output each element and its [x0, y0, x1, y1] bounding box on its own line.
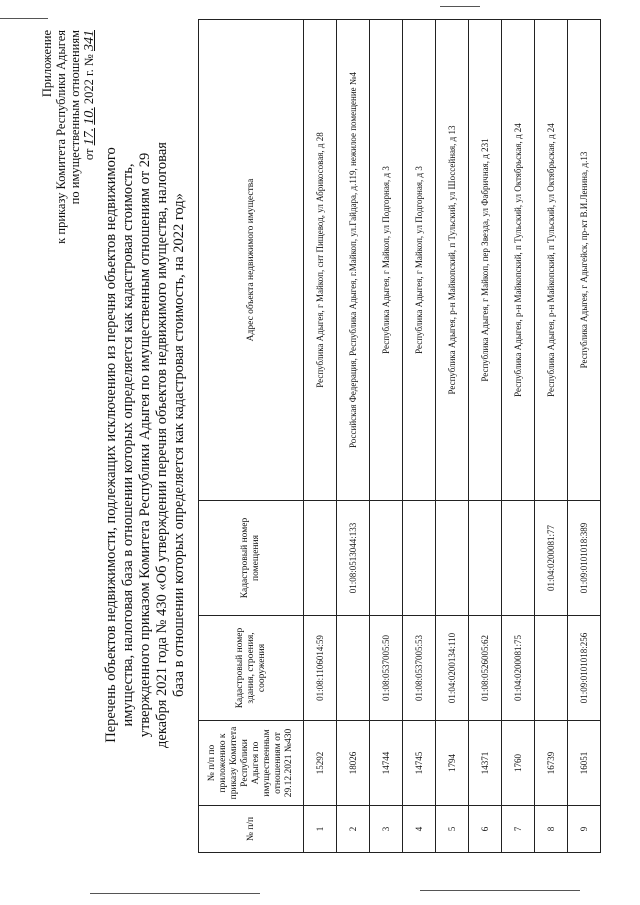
table-row	[436, 20, 469, 853]
cell-ref: 1794	[436, 721, 469, 806]
cell-building	[535, 616, 568, 721]
cell-building: 01:08:0537005:50	[370, 616, 403, 721]
table-row	[469, 20, 502, 853]
cell-address: Республика Адыгея, г Майкоп, снт Пищевод, ул Абрикосовая, д 28	[304, 20, 337, 501]
cell-num: 3	[370, 806, 403, 853]
appendix-date-line: от 17. 10. 2022 г. № 341	[82, 30, 97, 161]
cell-building: 01:09:0101018:256	[568, 616, 601, 721]
col-header-building: Кадастровый номер здания, строения, сооружения	[199, 616, 304, 721]
cell-address: Республика Адыгея, р-н Майкопский, п Тульский, ул Шоссейная, д 13	[436, 20, 469, 501]
cell-num: 6	[469, 806, 502, 853]
appendix-order-ref: к приказу Комитета Республики Адыгея	[54, 30, 68, 244]
handwritten-month: 10.	[82, 107, 97, 125]
cell-premise	[502, 501, 535, 616]
cell-premise: 01:04:0200081:77	[535, 501, 568, 616]
cell-ref: 16739	[535, 721, 568, 806]
cell-ref: 1760	[502, 721, 535, 806]
cell-num: 9	[568, 806, 601, 853]
cell-num: 5	[436, 806, 469, 853]
cell-building: 01:08:0526005:62	[469, 616, 502, 721]
col-header-ref: № п/п по приложению к приказу Комитета Республики Адыгея по имущественным отношениям от 29.12.2021 №430	[199, 721, 304, 806]
table-row	[370, 20, 403, 853]
cell-address: Республика Адыгея, г Майкоп, ул Подгорная, д 3	[403, 20, 436, 501]
cell-address: Республика Адыгея, г Майкоп, ул Подгорная, д 3	[370, 20, 403, 501]
cell-ref: 14745	[403, 721, 436, 806]
cell-premise	[436, 501, 469, 616]
date-year: 2022 г.	[82, 69, 96, 105]
handwritten-day: 17.	[82, 127, 97, 146]
table-row	[304, 20, 337, 853]
cell-premise: 01:09:0101018:389	[568, 501, 601, 616]
cell-ref: 16051	[568, 721, 601, 806]
handwritten-order-number: 341	[82, 30, 97, 51]
cell-premise	[370, 501, 403, 616]
cell-num: 1	[304, 806, 337, 853]
cell-building: 01:08:0537005:53	[403, 616, 436, 721]
cell-num: 4	[403, 806, 436, 853]
cell-ref: 15292	[304, 721, 337, 806]
objects-table	[198, 19, 601, 853]
cell-address: Республика Адыгея, г Майкоп, пер Звезда, ул Фабричная, д 231	[469, 20, 502, 501]
cell-address: Республика Адыгея, р-н Майкопский, п Тульский, ул Октябрьская, д 24	[502, 20, 535, 501]
cell-num: 2	[337, 806, 370, 853]
col-header-premise: Кадастровый номер помещения	[199, 501, 304, 616]
cell-address: Республика Адыгея, р-н Майкопский, п Тульский, ул Октябрьская, д 24	[535, 20, 568, 501]
cell-building: 01:04:0200134:110	[436, 616, 469, 721]
cell-num: 8	[535, 806, 568, 853]
cell-num: 7	[502, 806, 535, 853]
table-row	[403, 20, 436, 853]
objects-table-wrap	[198, 19, 601, 853]
cell-premise	[469, 501, 502, 616]
cell-address: Республика Адыгея, г Адыгейск, пр-кт В.И.Ленина, д.13	[568, 20, 601, 501]
appendix-label: Приложение	[40, 30, 54, 98]
cell-premise	[304, 501, 337, 616]
table-row	[337, 20, 370, 853]
appendix-committee: по имущественным отношениям	[68, 30, 82, 205]
cell-building: 01:04:0200081:75	[502, 616, 535, 721]
cell-building: 01:08:1106014:59	[304, 616, 337, 721]
table-row	[535, 20, 568, 853]
table-header-row	[199, 20, 304, 853]
cell-ref: 18026	[337, 721, 370, 806]
cell-building	[337, 616, 370, 721]
cell-address: Российская Федерация, Республика Адыгея, г.Майкоп, ул.Гайдара, д.119, нежилое помещение №4	[337, 20, 370, 501]
cell-ref: 14371	[469, 721, 502, 806]
appendix-header	[40, 30, 97, 244]
col-header-num: № п/п	[199, 806, 304, 853]
table-row	[502, 20, 535, 853]
cell-premise	[403, 501, 436, 616]
col-header-address: Адрес объекта недвижимого имущества	[199, 20, 304, 501]
table-row	[568, 20, 601, 853]
cell-premise: 01:08:0513044:133	[337, 501, 370, 616]
cell-ref: 14744	[370, 721, 403, 806]
document-title: Перечень объектов недвижимости, подлежащих исключению из перечня объектов недвижимого имущества, налоговая база в отношении которых определяется как кадастровая стоимость, утвержденного приказом Комитета Республики Адыгея по имущественным отношениям от 29 декабря 2021 года № 430 «Об утверждении перечня объектов недвижимого имущества, налоговая база в отношении которых определяется как кадастровая стоимость, на 2022 год»	[103, 142, 187, 748]
